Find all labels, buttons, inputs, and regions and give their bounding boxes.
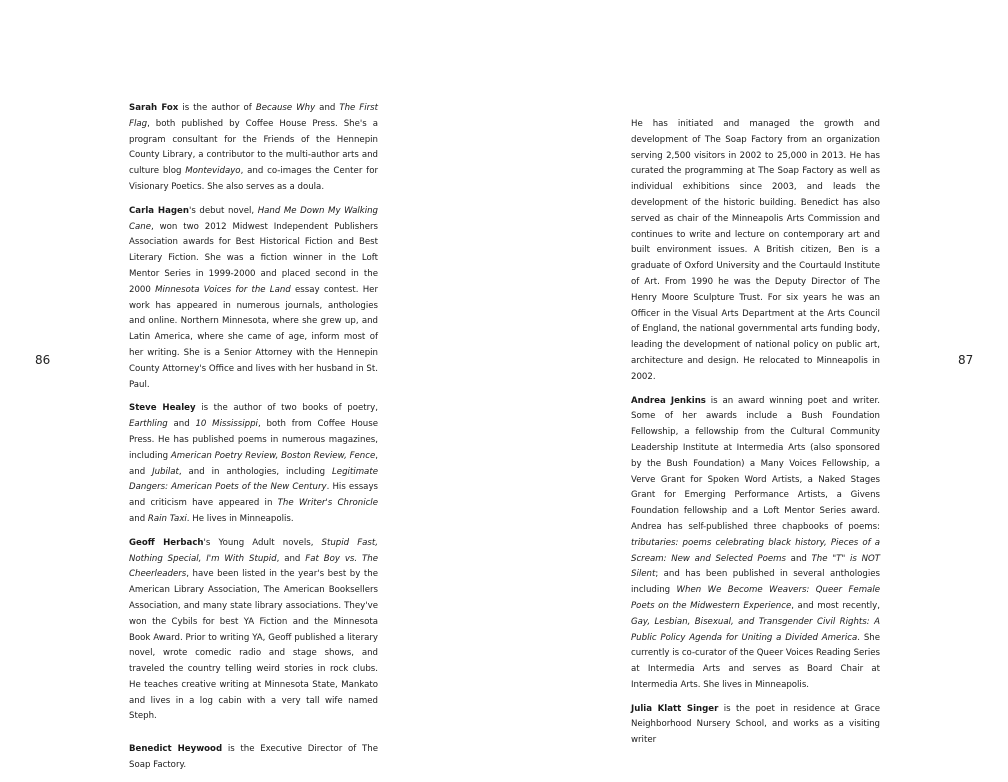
italic-title: The First Flag (129, 103, 378, 129)
bio-text: , and in anthologies, including (178, 466, 333, 477)
bio-name: Sarah Fox (129, 103, 179, 113)
bio-name: Steve Healey (129, 403, 196, 414)
bio-paragraph (129, 101, 378, 196)
page-number-right: 87 (958, 353, 974, 367)
bio-name: Benedict Heywood (129, 744, 223, 755)
bio-text: is an award winning poet and writer. Some of her awards include a Bush Foundation Fellowship, a fellowship from the Cultural Community Leadership Institute at Intermedia Arts (also sponsored by the Bush Foundation) a Many Voices Fellowship, a Verve Grant for Spoken Word Artists, a Naked Stages Grant for Emerging Performance Artists, a Givens Foundation fellowship and a Loft Mentor Series award. Andrea has self-published three chapbooks of poems: (631, 395, 880, 532)
left-page-column (129, 101, 378, 782)
bio-paragraph (631, 117, 880, 386)
bio-text: , have been listed in the year's best by the American Library Association, The American Booksellers Association, and many state library associations. They've won the Cybils for best YA Fiction and the Minnesota Book Award. Prior to writing YA, Geoff published a literary novel, wrote comedic radio and stage shows, and traveled the country telling weird stories in rock clubs. He teaches creative writing at Minnesota State, Mankato and lives in a log cabin with a very tall wife named Steph. (129, 569, 378, 722)
right-page-column (631, 117, 880, 757)
italic-title: tributaries: poems celebrating black history, Pieces of a Scream: New and Selected Poems (631, 537, 880, 564)
italic-title: Stupid Fast, Nothing Special, I'm With Stupid (129, 537, 378, 564)
bio-text: and (315, 103, 340, 113)
italic-title: The Writer's Chronicle (277, 498, 378, 509)
italic-title: Because Why (255, 103, 316, 113)
italic-title: Fat Boy vs. The Cheerleaders (129, 553, 378, 580)
italic-title: Hand Me Down My Walking Cane (129, 205, 379, 232)
bio-paragraph (129, 742, 378, 774)
italic-title: Gay, Lesbian, Bisexual, and Transgender Civil Rights: A Public Policy Agenda for Uniting a Divided America (631, 616, 880, 643)
bio-name: Julia Klatt Singer (631, 703, 719, 714)
bio-text: , and most recently, (791, 600, 880, 611)
bio-name: Andrea Jenkins (631, 395, 706, 406)
bio-text: , and (276, 553, 306, 564)
bio-text: is the author of (178, 103, 256, 113)
bio-paragraph (129, 204, 378, 394)
bio-text: 's debut novel, (189, 205, 258, 216)
italic-title: Jubilat (152, 466, 179, 477)
bio-text: ; and has been published in several anthologies including (631, 569, 880, 596)
bio-paragraph (129, 401, 378, 527)
bio-text: is the poet in residence at Grace Neighborhood Nursery School, and works as a visiting writer (631, 703, 880, 746)
bio-text: essay contest. Her work has appeared in numerous journals, anthologies and online. Northern Minnesota, where she grew up, and Latin America, where she came of age, inform most of her writing. She is a Senior Attorney with the Hennepin County Attorney's Office and lives with her husband in St. Paul. (129, 284, 378, 390)
bio-text: . She currently is co-curator of the Queer Voices Reading Series at Intermedia Arts and serves as Board Chair at Intermedia Arts. She lives in Minneapolis. (631, 632, 881, 690)
bio-name: Carla Hagen (129, 205, 189, 216)
bio-text: , and (129, 450, 378, 477)
bio-text: , and co-images the Center for Visionary Poetics. She also serves as a doula. (129, 166, 379, 192)
bio-text: . His essays and criticism have appeared in (129, 482, 379, 509)
bio-name: Geoff Herbach (129, 537, 204, 548)
bio-text: and (129, 513, 148, 524)
bio-paragraph (631, 702, 880, 749)
italic-title: 10 Mississippi (195, 419, 258, 430)
bio-text: is the author of two books of poetry, (195, 403, 378, 414)
italic-title: The "T" is NOT Silent (631, 553, 881, 580)
page-number-left: 86 (35, 353, 51, 367)
italic-title: Minnesota Voices for the Land (155, 284, 291, 295)
bio-text: , won two 2012 Midwest Independent Publishers Association awards for Best Historical Fiction and Best Literary Fiction. She was a fiction winner in the Loft Mentor Series in 1999-2000 and placed second in the 2000 (129, 221, 378, 295)
italic-title: American Poetry Review, Boston Review, Fence (170, 450, 376, 461)
paragraph-gap (129, 733, 378, 742)
bio-text: and (786, 553, 812, 564)
bio-text: , both from Coffee House Press. He has published poems in numerous magazines, including (129, 419, 378, 461)
italic-title: Earthling (129, 419, 168, 430)
bio-text: , both published by Coffee House Press. She's a program consultant for the Friends of the Hennepin County Library, a contributor to the multi-author arts and culture blog (129, 118, 378, 177)
bio-text: He has initiated and managed the growth and development of The Soap Factory from an organization serving 2,500 visitors in 2002 to 25,000 in 2013. He has curated the programming at The Soap Factory as well as individual exhibitions since 2003, and leads the development of the historic building. Benedict has also served as chair of the Minneapolis Arts Commission and continues to write and lecture on contemporary art and built environment issues. A British citizen, Ben is a graduate of Oxford University and the Courtauld Institute of Art. From 1990 he was the Deputy Director of The Henry Moore Sculpture Trust. For six years he was an Officer in the Visual Arts Department at the Arts Council of England, the national governmental arts funding body, leading the development of national policy on public art, architecture and design. He relocated to Minneapolis in 2002. (631, 119, 880, 382)
bio-paragraph (129, 536, 378, 726)
bio-text: is the Executive Director of The Soap Factory. (129, 744, 378, 771)
bio-text: and (167, 419, 196, 430)
italic-title: Rain Taxi (147, 513, 187, 524)
bio-text: 's Young Adult novels, (203, 537, 322, 548)
bio-text: . He lives in Minneapolis. (186, 513, 294, 524)
bio-paragraph (631, 394, 880, 694)
italic-title: Legitimate Dangers: American Poets of the New Century (129, 466, 378, 493)
italic-title: When We Become Weavers: Queer Female Poets on the Midwestern Experience (631, 585, 881, 611)
italic-title: Montevidayo (185, 166, 241, 177)
